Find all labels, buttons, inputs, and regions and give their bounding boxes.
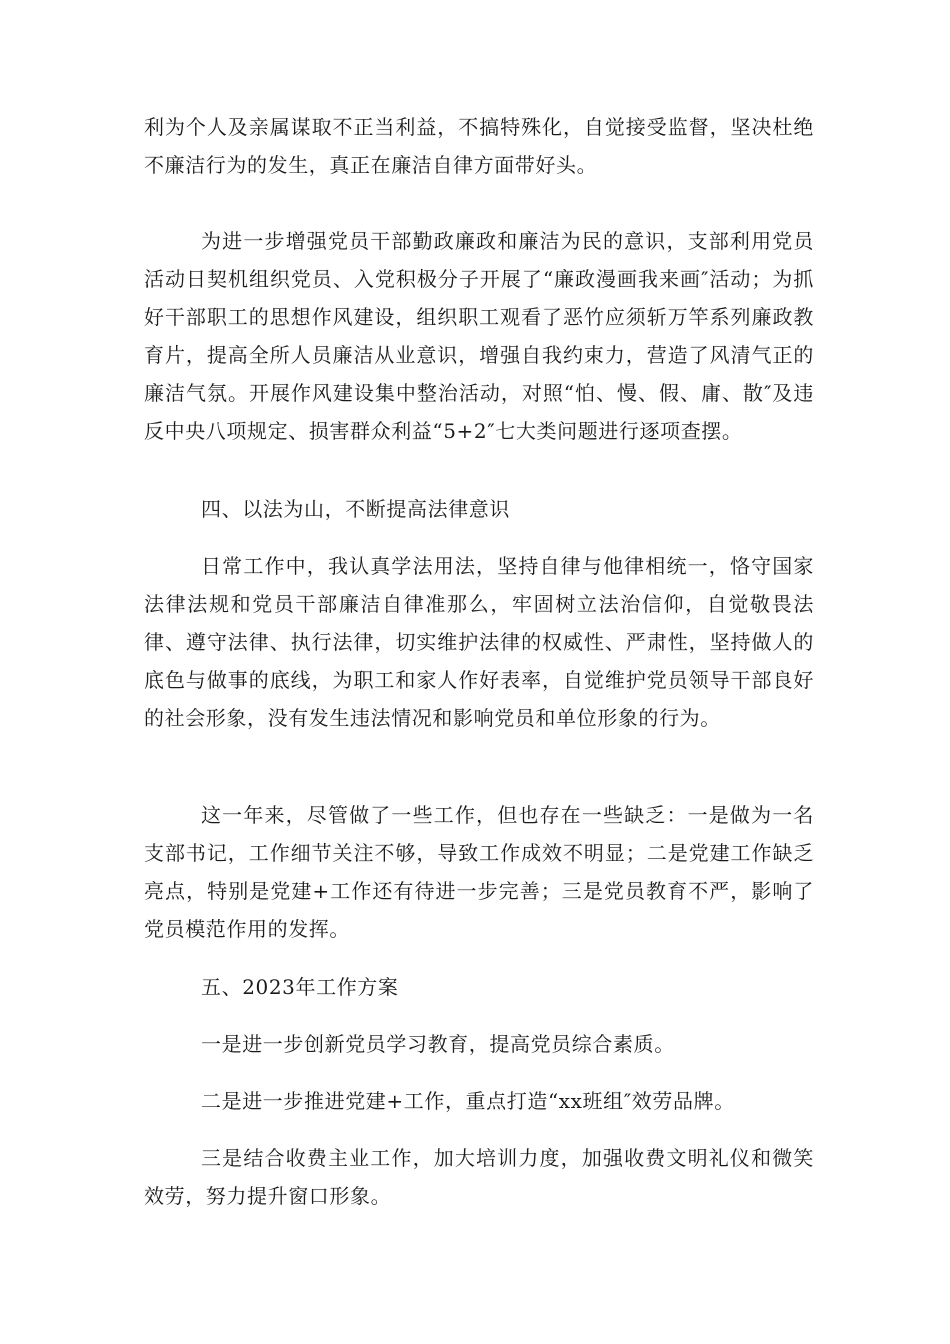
- paragraph-law-awareness: 日常工作中，我认真学法用法，坚持自律与他律相统一，恪守国家法律法规和党员干部廉洁自律准那么，牢固树立法治信仰，自觉敬畏法律、遵守法律、执行法律，切实维护法律的权威性、严肃性，坚持做人的底色与做事的底线，为职工和家人作好表率，自觉维护党员领导干部良好的社会形象，没有发生违法情况和影响党员和单位形象的行为。: [144, 554, 814, 730]
- section-heading-four: 四、以法为山，不断提高法律意识: [201, 497, 510, 521]
- section-heading-five: 五、2023年工作方案: [201, 975, 399, 999]
- plan-item-one: 一是进一步创新党员学习教育，提高党员综合素质。: [201, 1032, 675, 1056]
- paragraph-integrity-continued: 利为个人及亲属谋取不正当利益，不搞特殊化，自觉接受监督，坚决杜绝不廉洁行为的发生，真正在廉洁自律方面带好头。: [144, 115, 814, 177]
- plan-item-two: 二是进一步推进党建+工作，重点打造“xx班组″效劳品牌。: [201, 1089, 735, 1113]
- paragraph-integrity-activities: 为进一步增强党员干部勤政廉政和廉洁为民的意识，支部利用党员活动日契机组织党员、入党积极分子开展了“廉政漫画我来画″活动；为抓好干部职工的思想作风建设，组织职工观看了恶竹应须斩万竿系列廉政教育片，提高全所人员廉洁从业意识，增强自我约束力，营造了风清气正的廉洁气氛。开展作风建设集中整治活动，对照“怕、慢、假、庸、散″及违反中央八项规定、损害群众利益“5+2″七大类问题进行逐项查摆。: [144, 229, 814, 443]
- plan-item-three: 三是结合收费主业工作，加大培训力度，加强收费文明礼仪和微笑效劳，努力提升窗口形象。: [144, 1146, 814, 1208]
- paragraph-shortcomings: 这一年来，尽管做了一些工作，但也存在一些缺乏：一是做为一名支部书记，工作细节关注不够，导致工作成效不明显；二是党建工作缺乏亮点，特别是党建+工作还有待进一步完善；三是党员教育不严，影响了党员模范作用的发挥。: [144, 803, 814, 941]
